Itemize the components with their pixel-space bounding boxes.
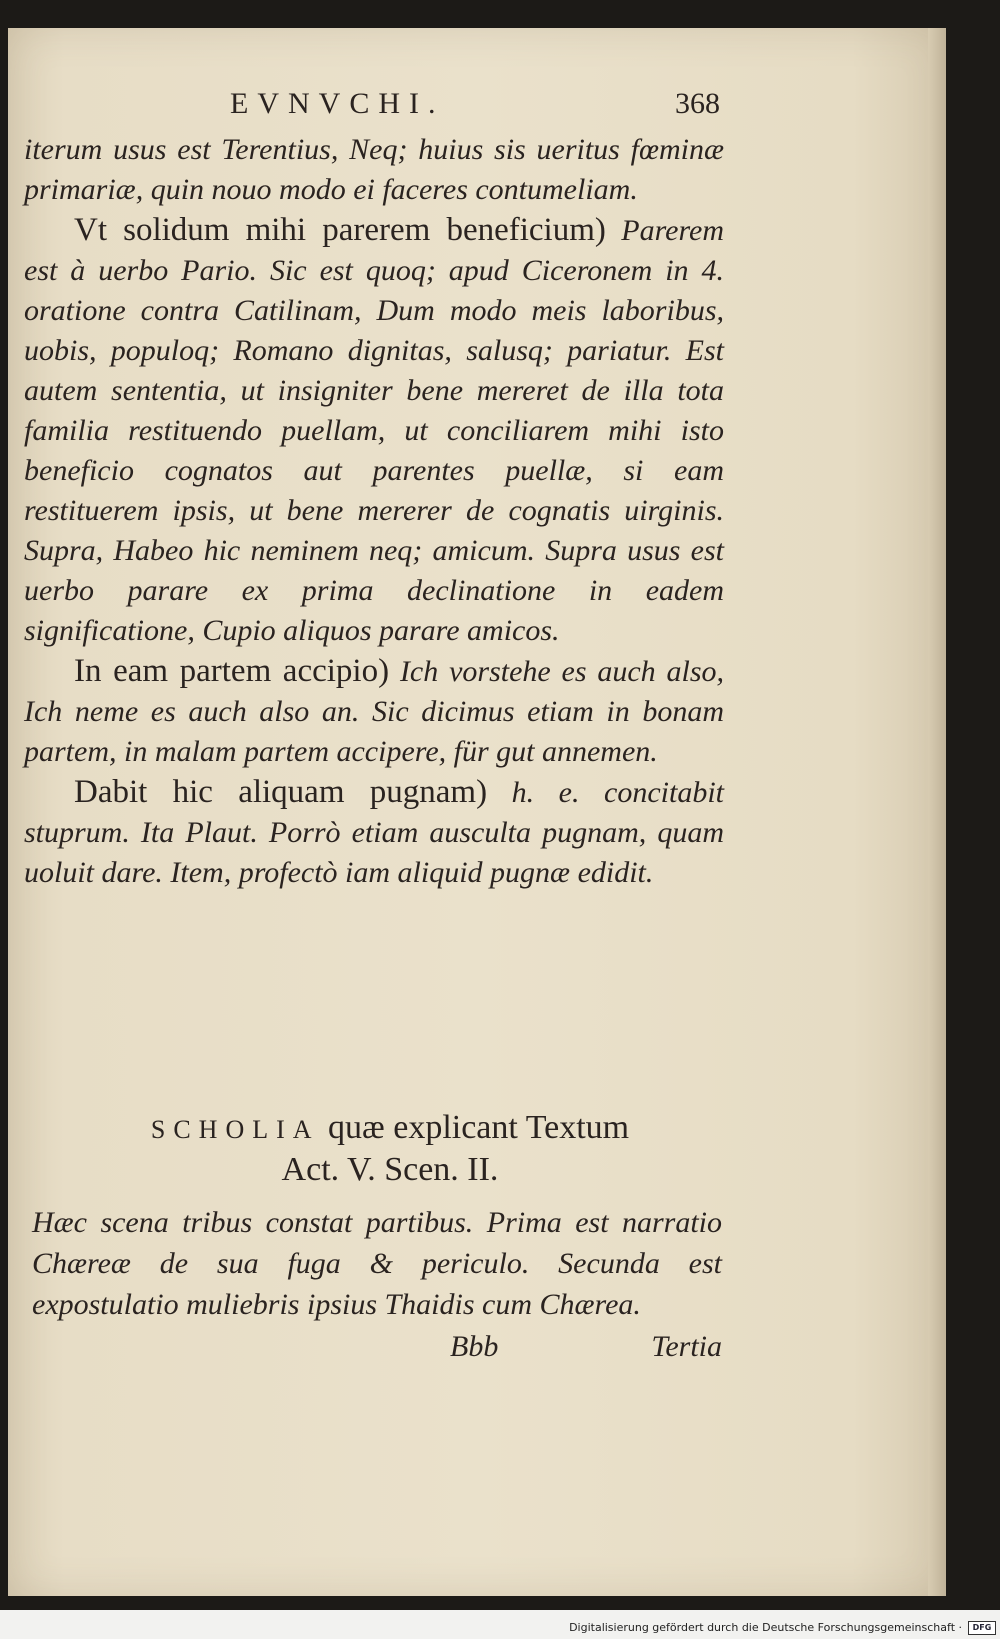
paragraph-4 [24,772,724,893]
running-head [230,84,720,124]
scholia-heading [70,1108,710,1190]
paragraph-3-text: Ich vorstehe es auch also, Ich neme es auch also an. Sic dicimus etiam in bonam partem, in malam partem accipere, für gut annemen. [24,655,725,768]
paragraph-2-text: Parerem est à uerbo Pario. Sic est quoq; apud Ciceronem in 4. oratione contra Catilinam, Dum modo meis laboribus, uobis, populoq; Romano dignitas, salusq; pariatur. Est autem sententia, ut insigniter bene mereret de illa tota familia restituendo puellam, ut conciliarem mihi isto beneficio cognatos aut parentes puellæ, si eam restituerem ipsis, ut bene mererer de cognatis uirginis. Supra, Habeo hic neminem neq; amicum. Supra usus est uerbo parare ex prima declinatione in eadem significatione, Cupio aliquos parare amicos. [24,214,724,647]
paragraph-1 [24,130,724,210]
paragraph-3 [24,651,724,772]
paragraph-4-lemma: Dabit hic aliquam pugnam) [74,774,488,810]
commentary-text [24,130,724,893]
catchword: Tertia [651,1330,722,1363]
paragraph-2 [24,210,724,651]
signature-mark: Bbb [450,1330,499,1363]
scholia-text: Hæc scena tribus constat partibus. Prima est narratio Chæreæ de sua fuga & periculo. Secunda est expostulatio muliebris ipsius Thaidis cum Chærea. [32,1206,722,1321]
dfg-logo-icon: DFG [968,1621,996,1635]
scholia-heading-smallcaps: SCHOLIA [150,1115,320,1144]
scholia-heading-rest: quæ explicant Textum [328,1109,630,1146]
catchline [450,1330,722,1364]
footer-bar [0,1616,1000,1639]
scholia-heading-line1 [70,1108,710,1150]
paragraph-3-lemma: In eam partem accipio) [74,653,390,689]
paragraph-2-lemma: Vt solidum mihi parerem beneficium) [74,212,606,248]
running-head-title: EVNVCHI. [230,87,445,120]
paragraph-4-text: h. e. concitabit stuprum. Ita Plaut. Porrò etiam ausculta pugnam, quam uoluit dare. Item, profectò iam aliquid pugnæ edidit. [24,776,724,889]
scholia-heading-line2: Act. V. Scen. II. [281,1151,499,1188]
page-edge [928,28,946,1596]
page-number: 368 [675,87,720,120]
paragraph-1-text: iterum usus est Terentius, Neq; huius sis ueritus fœminæ primariæ, quin nouo modo ei faceres contumeliam. [24,133,724,206]
footer-credit: Digitalisierung gefördert durch die Deutsche Forschungsgemeinschaft · [569,1621,962,1634]
